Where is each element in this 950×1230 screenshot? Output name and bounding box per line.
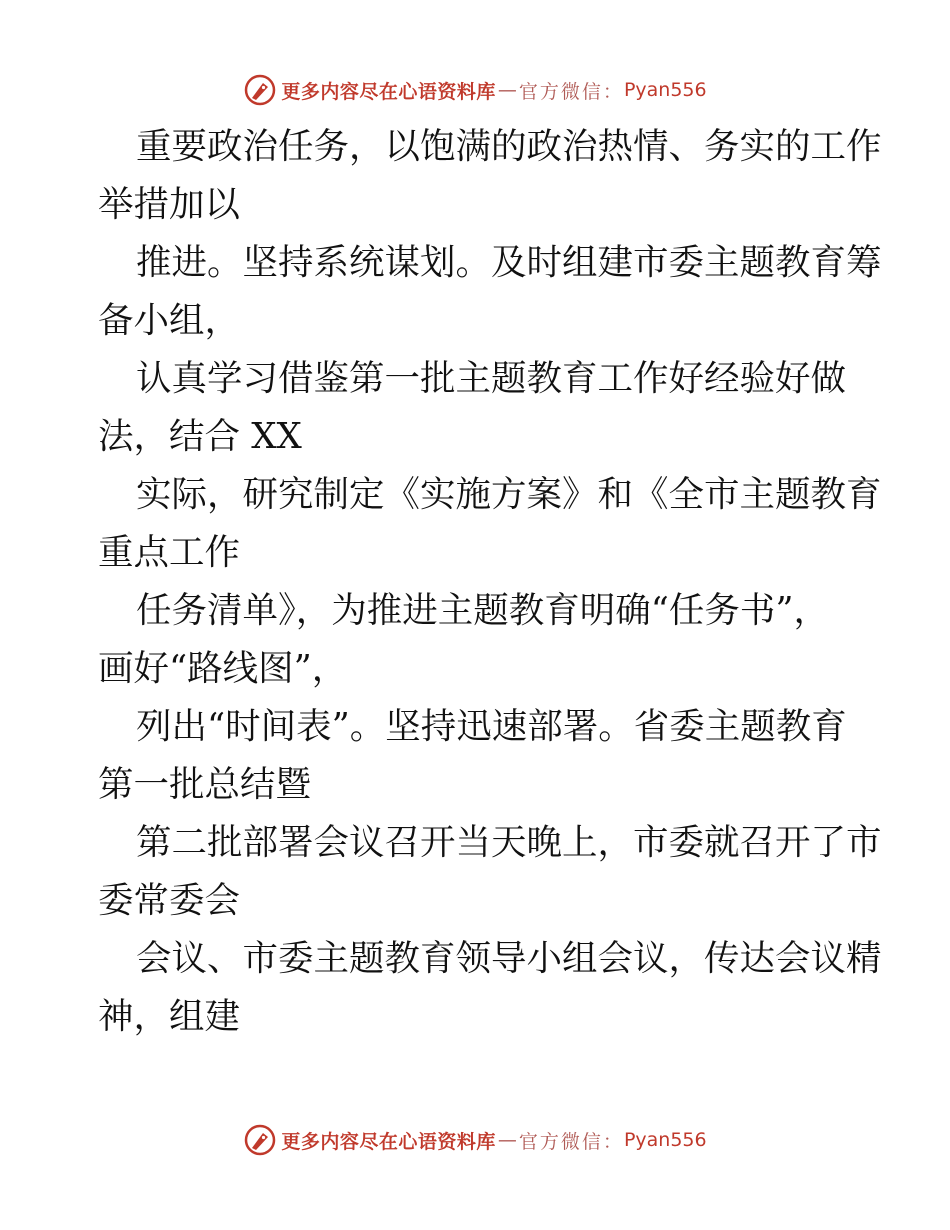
paragraph — [98, 350, 858, 466]
paragraph — [98, 118, 882, 234]
paragraph-line: 重点工作 — [98, 532, 241, 573]
footer-separator: — — [497, 1129, 517, 1151]
footer-site-text: 更多内容尽在心语资料库 — [281, 1130, 496, 1153]
paragraph-line: 实际，研究制定《实施方案》和《全市主题教育 — [136, 474, 882, 515]
paragraph-line: 举措加以 — [98, 184, 241, 225]
paragraph-line: 备小组， — [98, 300, 241, 341]
paragraph-line: 第一批总结暨 — [98, 764, 312, 805]
header-banner — [0, 70, 950, 110]
header-site-text: 更多内容尽在心语资料库 — [281, 80, 496, 103]
header-wechat-label: 官方微信： — [518, 80, 624, 103]
footer-wechat-label: 官方微信： — [518, 1130, 624, 1153]
paragraph-line: 会议、市委主题教育领导小组会议，传达会议精 — [136, 938, 882, 979]
paragraph — [98, 814, 882, 930]
footer-wechat-id: Pyan556 — [623, 1129, 707, 1151]
paragraph-line: 推进。坚持系统谋划。及时组建市委主题教育筹 — [136, 242, 882, 283]
paragraph — [98, 466, 882, 582]
paragraph — [98, 930, 882, 1046]
paragraph-line: 认真学习借鉴第一批主题教育工作好经验好做 — [136, 358, 847, 399]
pen-nib-logo-icon — [243, 1123, 277, 1157]
body-text — [98, 118, 882, 1046]
header-wechat-id: Pyan556 — [623, 79, 707, 101]
paragraph-line: 任务清单》，为推进主题教育明确“任务书”， — [136, 590, 830, 631]
paragraph — [98, 234, 882, 350]
paragraph-line: 列出“时间表”。坚持迅速部署。省委主题教育 — [136, 706, 847, 747]
paragraph-line: 第二批部署会议召开当天晚上，市委就召开了市 — [136, 822, 882, 863]
paragraph — [98, 698, 858, 814]
paragraph — [98, 582, 858, 698]
paragraph-line: 重要政治任务，以饱满的政治热情、务实的工作 — [136, 126, 882, 167]
pen-nib-logo-icon — [243, 73, 277, 107]
paragraph-line: 法，结合 XX — [98, 416, 302, 457]
header-separator: — — [497, 79, 517, 101]
footer-banner — [0, 1120, 950, 1160]
paragraph-line: 画好“路线图”， — [98, 648, 348, 689]
paragraph-line: 神，组建 — [98, 996, 241, 1037]
paragraph-line: 委常委会 — [98, 880, 241, 921]
